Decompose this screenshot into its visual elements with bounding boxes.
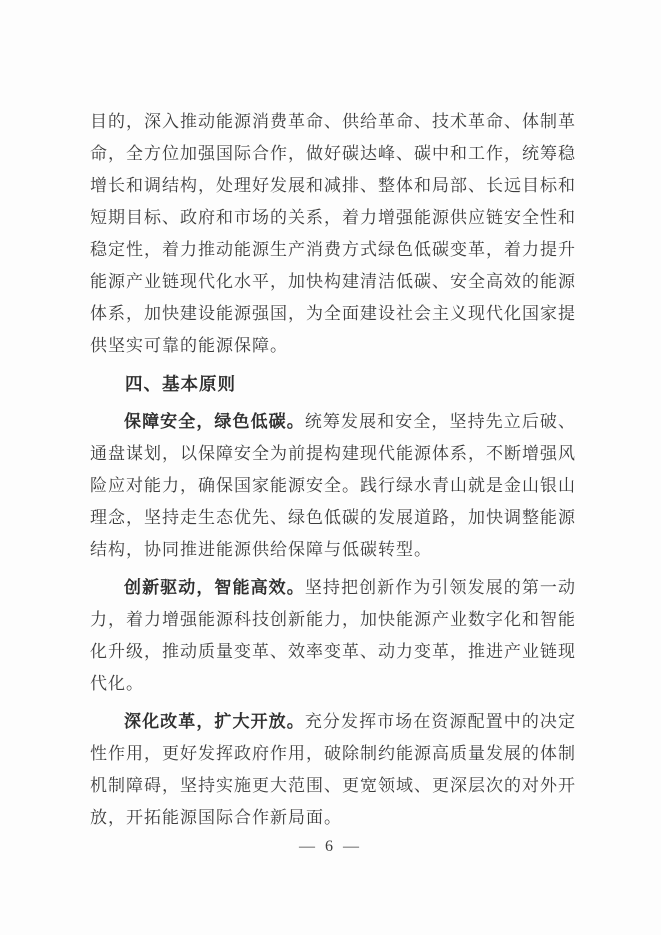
principle-lead: 保障安全，绿色低碳。 xyxy=(124,412,305,431)
principle-body: 坚持把创新作为引领发展的第一动力，着力增强能源科技创新能力，加快能源产业数字化和智能化升级，推动质量变革、效率变革、动力变革，推进产业链现代化。 xyxy=(90,578,577,693)
principle-paragraph xyxy=(90,572,576,700)
section-heading: 四、基本原则 xyxy=(125,374,236,394)
principle-paragraph xyxy=(90,706,576,834)
principle-body: 统筹发展和安全，坚持先立后破、通盘谋划，以保障安全为前提构建现代能源体系，不断增强风险应对能力，确保国家能源安全。践行绿水青山就是金山银山理念，坚持走生态优先、绿色低碳的发展道路，加快调整能源结构，协同推进能源供给保障与低碳转型。 xyxy=(90,412,577,559)
principle-body: 充分发挥市场在资源配置中的决定性作用，更好发挥政府作用，破除制约能源高质量发展的体制机制障碍，坚持实施更大范围、更宽领域、更深层次的对外开放，开拓能源国际合作新局面。 xyxy=(90,712,577,827)
principle-paragraph xyxy=(90,406,576,566)
principle-lead: 创新驱动，智能高效。 xyxy=(124,578,305,597)
continuation-paragraph: 目的，深入推动能源消费革命、供给革命、技术革命、体制革命，全方位加强国际合作，做好碳达峰、碳中和工作，统筹稳增长和调结构，处理好发展和减排、整体和局部、长远目标和短期目标、政府和市场的关系，着力增强能源供应链安全性和稳定性，着力推动能源生产消费方式绿色低碳变革，着力提升能源产业链现代化水平，加快构建清洁低碳、安全高效的能源体系，加快建设能源强国，为全面建设社会主义现代化国家提供坚实可靠的能源保障。 xyxy=(90,112,576,355)
document-content xyxy=(90,106,576,840)
page-number: — 6 — xyxy=(299,838,362,855)
principle-lead: 深化改革，扩大开放。 xyxy=(124,712,305,731)
